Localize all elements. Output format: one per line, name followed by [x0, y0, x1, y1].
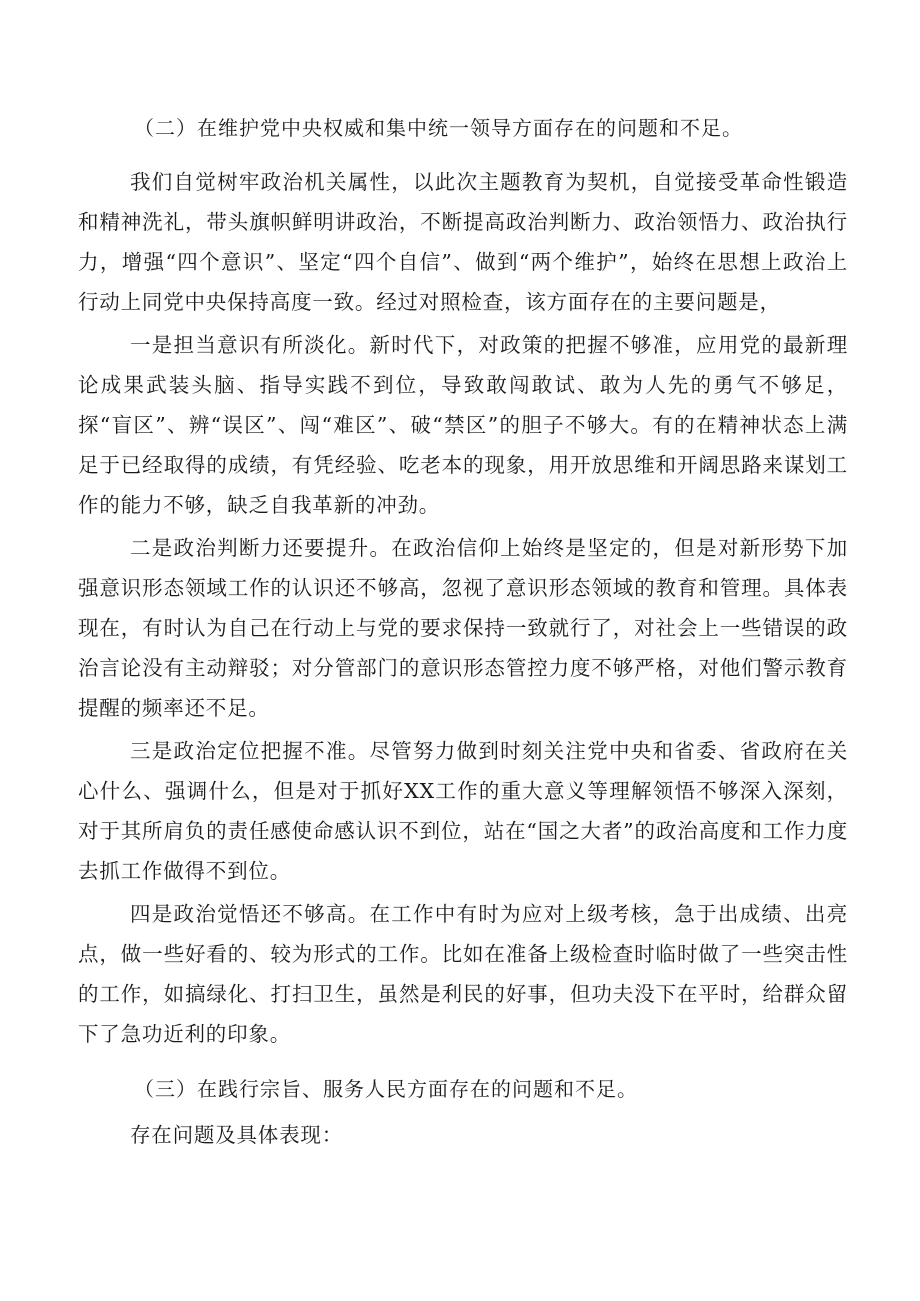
section-2-heading: （二）在维护党中央权威和集中统一领导方面存在的问题和不足。	[134, 116, 743, 140]
issue-4-paragraph: 四是政治觉悟还不够高。在工作中有时为应对上级考核，急于出成绩、出亮点，做一些好看的、较为形式的工作。比如在准备上级检查时临时做了一些突击性的工作，如搞绿化、打扫卫生，虽然是利民的好事，但功夫没下在平时，给群众留下了急功近利的印象。	[78, 902, 848, 1046]
document-body	[78, 115, 848, 1148]
section-3-lead: 存在问题及具体表现：	[130, 1123, 343, 1147]
section-3-heading: （三）在践行宗旨、服务人民方面存在的问题和不足。	[134, 1077, 638, 1101]
intro-paragraph: 我们自觉树牢政治机关属性，以此次主题教育为契机，自觉接受革命性锻造和精神洗礼，带头旗帜鲜明讲政治，不断提高政治判断力、政治领悟力、政治执行力，增强“四个意识”、坚定“四个自信”、做到“两个维护”，始终在思想上政治上行动上同党中央保持高度一致。经过对照检查，该方面存在的主要问题是，	[78, 170, 848, 314]
issue-3-paragraph: 三是政治定位把握不准。尽管努力做到时刻关注党中央和省委、省政府在关心什么、强调什么，但是对于抓好XX工作的重大意义等理解领悟不够深入深刻，对于其所肩负的责任感使命感认识不到位，站在“国之大者”的政治高度和工作力度去抓工作做得不到位。	[78, 739, 848, 883]
issue-1-paragraph: 一是担当意识有所淡化。新时代下，对政策的把握不够准，应用党的最新理论成果武装头脑、指导实践不到位，导致敢闯敢试、敢为人先的勇气不够足，探“盲区”、辨“误区”、闯“难区”、破“禁区”的胆子不够大。有的在精神状态上满足于已经取得的成绩，有凭经验、吃老本的现象，用开放思维和开阔思路来谋划工作的能力不够，缺乏自我革新的冲劲。	[78, 333, 848, 517]
issue-2-paragraph: 二是政治判断力还要提升。在政治信仰上始终是坚定的，但是对新形势下加强意识形态领域工作的认识还不够高，忽视了意识形态领域的教育和管理。具体表现在，有时认为自己在行动上与党的要求保持一致就行了，对社会上一些错误的政治言论没有主动辩驳；对分管部门的意识形态管控力度不够严格，对他们警示教育提醒的频率还不足。	[78, 536, 848, 720]
